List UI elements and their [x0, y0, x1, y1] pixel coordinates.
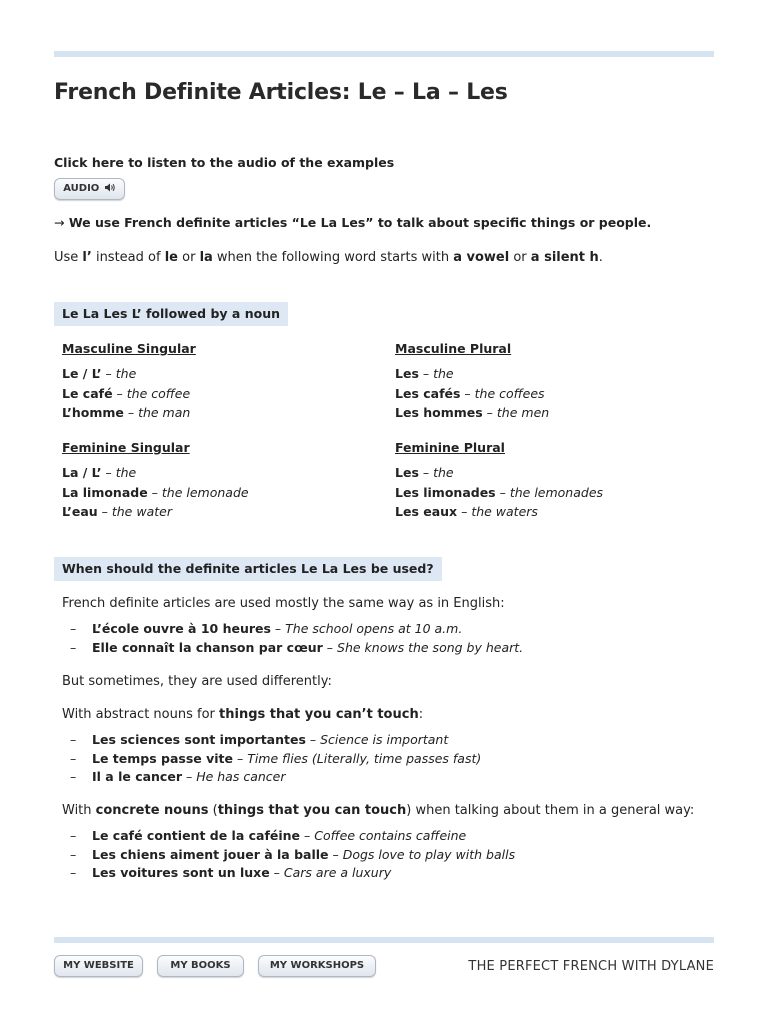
english-term: Time flies (Literally, time passes fast) [247, 750, 482, 766]
separator: – [305, 732, 321, 747]
top-divider [54, 51, 714, 57]
list-item [70, 750, 481, 769]
usage-intro: French definite articles are used mostly the same way as in English: [62, 596, 505, 611]
french-term: Les [395, 465, 419, 480]
speaker-icon [105, 183, 116, 192]
separator: – [482, 405, 497, 420]
example-row [62, 364, 196, 384]
french-term: Il a le cancer [92, 769, 182, 784]
french-term: Elle connaît la chanson par cœur [92, 639, 323, 655]
usage-list-concrete [70, 827, 515, 883]
feminine-plural-block [395, 440, 603, 522]
list-item [70, 864, 515, 883]
english-term: Cars are a luxury [283, 865, 392, 880]
dash-marker: – [70, 732, 77, 747]
usage-list-abstract [70, 731, 481, 787]
intro-text: We use French definite articles “Le La Les” to talk about specific things or people. [64, 215, 652, 230]
french-term: Les sciences sont importantes [92, 732, 306, 747]
page-title: French Definite Articles: Le – La – Les [54, 80, 508, 105]
separator: – [97, 504, 112, 519]
use-bold: a vowel [453, 250, 510, 265]
english-term: Dogs love to play with balls [342, 846, 516, 862]
masculine-singular-block [62, 341, 196, 423]
dash-marker: – [70, 828, 77, 843]
concrete-bold: concrete nouns [95, 803, 209, 818]
bottom-divider [54, 937, 714, 943]
list-item [70, 639, 523, 658]
use-bold: a silent h [530, 250, 599, 265]
separator: – [495, 484, 510, 500]
example-row [395, 384, 549, 404]
my-books-button[interactable] [157, 955, 244, 977]
french-term: Les chiens aiment jouer à la balle [92, 846, 329, 862]
dash-marker: – [70, 769, 77, 784]
intro-line [54, 215, 651, 230]
audio-button-label: AUDIO [63, 183, 100, 194]
separator: – [233, 750, 248, 766]
french-term: L’homme [62, 405, 124, 420]
dash-marker: – [70, 846, 77, 862]
separator: – [457, 504, 472, 519]
example-row [62, 502, 249, 522]
english-term: the coffee [126, 385, 191, 401]
column-title: Masculine Plural [395, 341, 512, 356]
english-term: the [433, 465, 454, 480]
abstract-text: : [418, 707, 424, 722]
separator: – [418, 366, 434, 381]
use-text: Use [54, 250, 83, 265]
use-bold: le [164, 250, 178, 265]
use-text: or [177, 250, 200, 265]
column-title: Feminine Plural [395, 440, 505, 455]
french-term: Les [395, 366, 419, 381]
english-term: the [115, 465, 137, 480]
english-term: the waters [471, 504, 538, 519]
use-bold: l’ [82, 250, 92, 265]
separator: – [322, 639, 338, 655]
example-row [395, 463, 603, 483]
dash-marker: – [70, 621, 77, 636]
use-text: when the following word starts with [212, 250, 454, 265]
english-term: the man [138, 405, 191, 420]
english-term: the lemonades [509, 484, 604, 500]
separator: – [112, 385, 127, 401]
audio-prompt: Click here to listen to the audio of the examples [54, 155, 395, 170]
separator: – [270, 621, 286, 636]
list-item [70, 827, 515, 846]
my-website-label: MY WEBSITE [63, 960, 134, 971]
abstract-line [62, 707, 423, 722]
my-books-label: MY BOOKS [170, 960, 231, 971]
example-row [395, 502, 603, 522]
english-term: She knows the song by heart. [337, 639, 524, 655]
english-term: the lemonade [161, 484, 249, 500]
example-row [62, 384, 196, 404]
concrete-line [62, 803, 694, 818]
section-heading-usage: When should the definite articles Le La Les be used? [54, 557, 442, 581]
french-term: La limonade [62, 484, 148, 500]
french-term: La / L’ [62, 465, 102, 480]
french-term: Les cafés [395, 385, 461, 401]
section-heading-articles: Le La Les L’ followed by a noun [54, 302, 288, 326]
dash-marker: – [70, 865, 77, 880]
example-row [62, 463, 249, 483]
separator: – [123, 405, 139, 420]
separator: – [147, 484, 162, 500]
french-term: Les voitures sont un luxe [92, 865, 270, 880]
list-item [70, 731, 481, 750]
list-item [70, 620, 523, 639]
separator: – [181, 769, 197, 784]
use-text: . [598, 250, 603, 265]
english-term: Science is important [320, 732, 449, 747]
french-term: L’eau [62, 504, 98, 519]
separator: – [269, 865, 284, 880]
english-term: Coffee contains caffeine [314, 828, 467, 843]
feminine-singular-block [62, 440, 249, 522]
use-bold: la [199, 250, 213, 265]
brand-name: THE PERFECT FRENCH WITH DYLANE [468, 959, 714, 974]
dash-marker: – [70, 639, 77, 655]
concrete-text: With [62, 803, 96, 818]
french-term: L’école ouvre à 10 heures [92, 621, 271, 636]
use-text: or [509, 250, 531, 265]
column-title: Masculine Singular [62, 341, 196, 356]
my-workshops-label: MY WORKSHOPS [269, 960, 365, 971]
separator: – [328, 846, 343, 862]
french-term: Les hommes [395, 405, 483, 420]
french-term: Le / L’ [62, 366, 102, 381]
english-term: the [115, 366, 137, 381]
usage-list-same [70, 620, 523, 657]
french-term: Le café contient de la caféine [92, 828, 301, 843]
column-title: Feminine Singular [62, 440, 190, 455]
list-item [70, 768, 481, 787]
concrete-bold: things that you can touch [217, 803, 407, 818]
english-term: The school opens at 10 a.m. [285, 621, 463, 636]
separator: – [101, 465, 116, 480]
separator: – [460, 385, 475, 401]
english-term: the coffees [474, 385, 545, 401]
example-row [62, 403, 196, 423]
dash-marker: – [70, 750, 77, 766]
english-term: He has cancer [196, 769, 286, 784]
masculine-plural-block [395, 341, 549, 423]
arrow-icon: → [54, 215, 65, 230]
concrete-text: ( [208, 803, 218, 818]
example-row [395, 483, 603, 503]
but-line: But sometimes, they are used differently: [62, 674, 332, 689]
french-term: Le temps passe vite [92, 750, 233, 766]
example-row [395, 364, 549, 384]
example-row [62, 483, 249, 503]
list-item [70, 846, 515, 865]
english-term: the men [496, 405, 550, 420]
abstract-text: With abstract nouns for [62, 707, 220, 722]
english-term: the water [111, 504, 172, 519]
audio-button[interactable] [54, 178, 125, 200]
my-website-button[interactable] [54, 955, 143, 977]
english-term: the [433, 366, 454, 381]
separator: – [300, 828, 315, 843]
use-line [54, 250, 603, 265]
french-term: Les limonades [395, 484, 496, 500]
french-term: Les eaux [395, 504, 458, 519]
concrete-text: ) when talking about them in a general way: [406, 803, 695, 818]
use-text: instead of [91, 250, 165, 265]
my-workshops-button[interactable] [258, 955, 376, 977]
separator: – [418, 465, 434, 480]
separator: – [101, 366, 116, 381]
example-row [395, 403, 549, 423]
abstract-bold: things that you can’t touch [219, 707, 419, 722]
french-term: Le café [62, 385, 113, 401]
